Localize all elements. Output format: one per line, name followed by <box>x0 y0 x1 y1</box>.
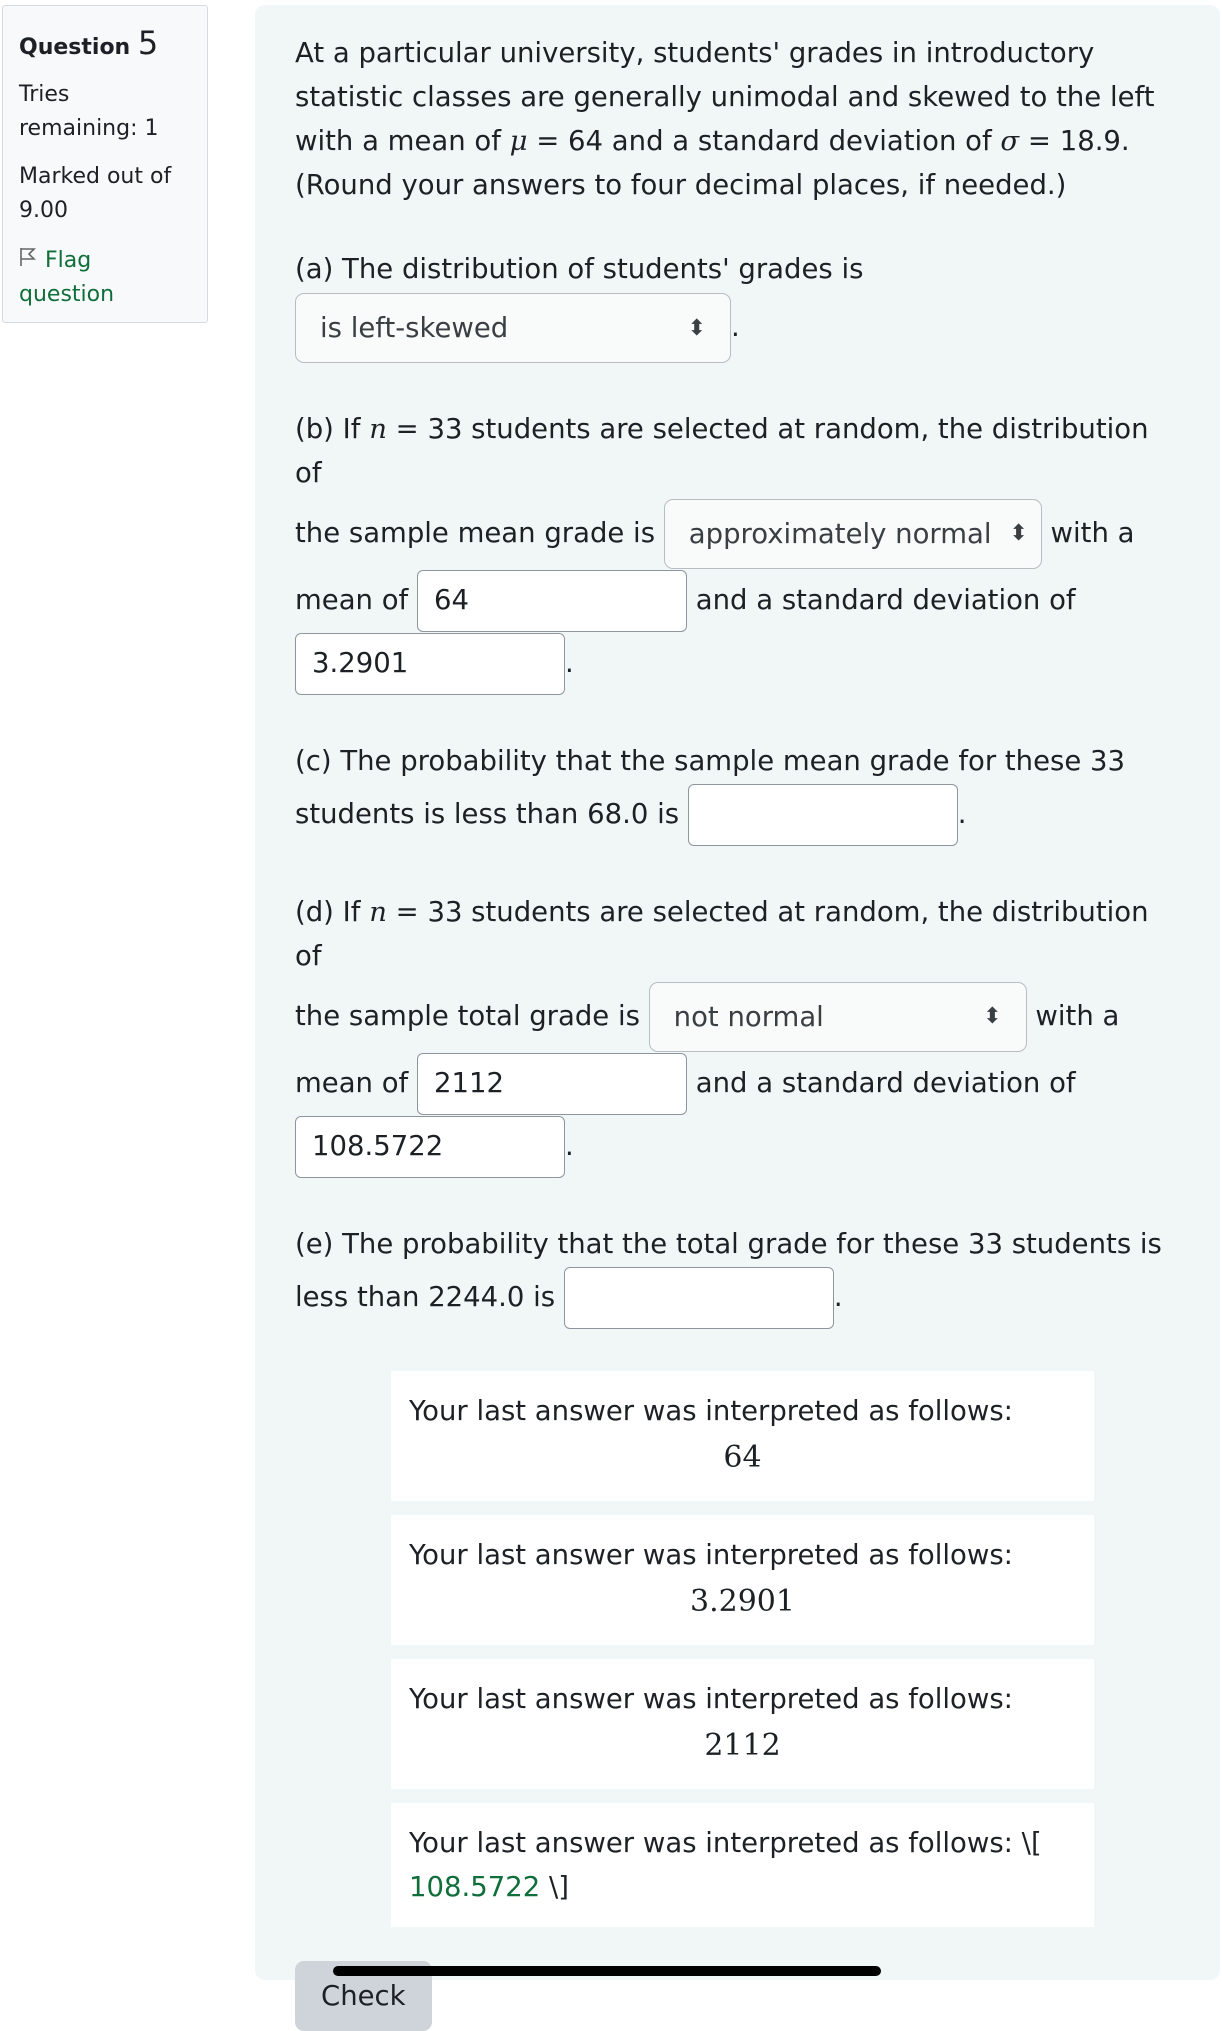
updown-arrow-icon: ⬍ <box>983 1004 1002 1029</box>
home-indicator[interactable] <box>333 1966 881 1976</box>
sample-mean-distribution-select[interactable]: approximately normal ⬍ <box>664 499 1042 569</box>
feedback-box: Your last answer was interpreted as follows: 64 <box>391 1371 1094 1501</box>
marked-out-of: Marked out of 9.00 <box>19 164 172 223</box>
flag-icon <box>19 244 37 278</box>
check-button[interactable]: Check <box>295 1961 432 2031</box>
distribution-select[interactable]: is left-skewed ⬍ <box>295 293 731 363</box>
question-intro: At a particular university, students' grades in introductory statistic classes are generally unimodal and skewed to the left with a mean of μ = 64 and a standard deviation of σ = 18.9. (Round your answers to four decimal places, if needed.) <box>295 37 1155 201</box>
question-info <box>2 5 208 323</box>
updown-arrow-icon: ⬍ <box>1009 521 1028 546</box>
total-mean-input[interactable]: 2112 <box>417 1053 687 1115</box>
probability-mean-input[interactable] <box>688 784 958 846</box>
total-sd-input[interactable]: 108.5722 <box>295 1116 565 1178</box>
question-number: Question 5 <box>19 24 159 62</box>
question-content <box>255 5 1220 2012</box>
feedback-box: Your last answer was interpreted as follows: 2112 <box>391 1659 1094 1789</box>
part-e: (e) The probability that the total grade for these 33 students is less than 2244.0 is . <box>295 1222 1180 1329</box>
probability-total-input[interactable] <box>564 1267 834 1329</box>
flag-question-link[interactable]: Flag question <box>19 244 191 312</box>
part-a: (a) The distribution of students' grades is is left-skewed ⬍ . <box>295 247 1180 363</box>
tries-remaining: Tries remaining: 1 <box>19 82 159 141</box>
part-b: (b) If n = 33 students are selected at random, the distribution of the sample mean grade is approximately normal ⬍ with a mean of 64 and a standard deviation of 3.2901 . <box>295 407 1180 695</box>
part-c: (c) The probability that the sample mean grade for these 33 students is less than 68.0 is . <box>295 739 1180 846</box>
sample-sd-input[interactable]: 3.2901 <box>295 633 565 695</box>
part-d: (d) If n = 33 students are selected at random, the distribution of the sample total grade is not normal ⬍ with a mean of 2112 and a standard deviation of 108.5722 . <box>295 890 1180 1178</box>
feedback-box: Your last answer was interpreted as follows: \[ 108.5722 \] <box>391 1803 1094 1927</box>
feedback-list <box>295 1371 1180 1927</box>
feedback-box: Your last answer was interpreted as follows: 3.2901 <box>391 1515 1094 1645</box>
sample-mean-input[interactable]: 64 <box>417 570 687 632</box>
updown-arrow-icon: ⬍ <box>687 315 706 341</box>
sample-total-distribution-select[interactable]: not normal ⬍ <box>649 982 1027 1052</box>
